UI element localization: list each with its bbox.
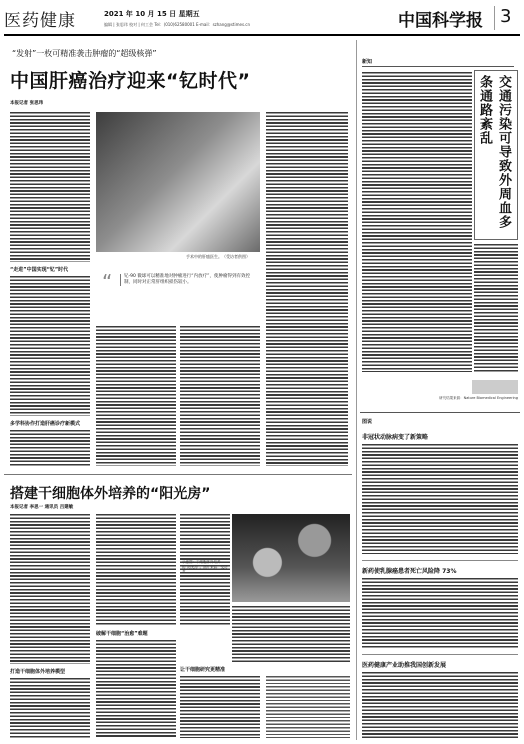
header-divider — [494, 6, 495, 30]
brief3-body — [362, 672, 518, 738]
sidebar-feature-box — [474, 70, 518, 240]
brief1-body — [362, 444, 518, 554]
article1-body-col1b — [10, 276, 90, 416]
sidebar-tag: 新知 — [362, 59, 373, 65]
sidebar-rule — [362, 66, 514, 67]
article2-photo-caption: 示意图：干细胞体外培养的“阳光房”。图片来源：受访者 — [182, 560, 228, 573]
article1-title: 中国肝癌治疗迎来“钇时代” — [10, 70, 251, 92]
article1-photo-caption: 手术中的肝癌医生。（受访者供图） — [186, 254, 250, 259]
article1-subhead1: “走进”中国实现“钇”时代 — [10, 267, 69, 273]
editor-line: 编辑 | 张思玮 校对 | 何工会 Tel：(010)62580001 E-mail：szhang@stimes.cn — [104, 22, 251, 27]
article2-subhead3: 让干细胞研究更精准 — [180, 667, 226, 673]
article1-body-col4 — [266, 112, 348, 466]
article2-title: 搭建干细胞体外培养的“阳光房” — [10, 486, 211, 502]
quote-mark-icon: “ — [102, 270, 113, 294]
article2-subhead1: 破解干细胞“治愈”难题 — [96, 631, 148, 637]
article2-body-col4 — [232, 606, 350, 662]
brief3-title: 医药健康产业助推我国创新发展 — [362, 662, 447, 669]
brief2-title: 新药使乳腺癌患者死亡风险降 73% — [362, 568, 457, 575]
header-rule — [4, 34, 520, 36]
article2-body-col3b — [180, 676, 260, 738]
brief-divider-1 — [362, 560, 518, 561]
article1-photo — [96, 112, 260, 252]
sidebar-qr-image — [472, 380, 518, 394]
article-divider — [4, 474, 352, 475]
article2-byline: 本报记者 李思一 通讯员 吕建敏 — [10, 505, 74, 510]
article2-body-col4b — [266, 676, 350, 738]
column-divider — [356, 40, 357, 740]
brief2-body — [362, 578, 518, 648]
issue-date: 2021 年 10 月 15 日 星期五 — [104, 10, 200, 18]
article2-body-col1 — [10, 514, 90, 664]
article2-body-col1b — [10, 678, 90, 738]
sidebar-image-caption: 研究结果来源：Nature Biomedical Engineering — [439, 396, 518, 400]
masthead: 中国科学报 — [398, 11, 483, 31]
article2-body-col2b — [96, 640, 176, 738]
article2-subhead2: 打造干细胞体外培养模型 — [10, 669, 66, 675]
article2-body-col2 — [96, 514, 176, 626]
brief-divider-2 — [362, 654, 518, 655]
article1-body-col1c — [10, 430, 90, 466]
article1-kicker: “发射”一枚可精准袭击肿瘤的“超级核弹” — [12, 49, 157, 58]
article1-body-col1 — [10, 112, 90, 262]
article1-subhead2: 多学科协作打造肝癌诊疗新模式 — [10, 421, 81, 427]
sidebar-body-right — [474, 244, 518, 372]
page-header — [0, 0, 524, 34]
article1-body-col3 — [180, 326, 260, 466]
article1-pullquote — [98, 270, 260, 320]
briefs-rule — [360, 412, 520, 413]
sidebar-feature-title: 交通污染可导致外周血多条通路紊乱 — [477, 75, 511, 229]
section-name: 医药健康 — [4, 11, 76, 31]
pullquote-text: 钇-90 微球可以精准地对肿瘤进行“内放疗”，使肿瘤得到有效控制，同时对正常肝组织损伤较小。 — [120, 274, 258, 286]
article2-photo — [232, 514, 350, 602]
briefs-tag: 图说 — [362, 419, 373, 425]
article1-byline: 本报记者 张思玮 — [10, 101, 44, 106]
brief1-title: 非冠状动脉病变了新策略 — [362, 434, 429, 441]
article1-body-col2 — [96, 326, 176, 466]
sidebar-body — [362, 72, 472, 372]
page-number: 3 — [500, 6, 512, 27]
